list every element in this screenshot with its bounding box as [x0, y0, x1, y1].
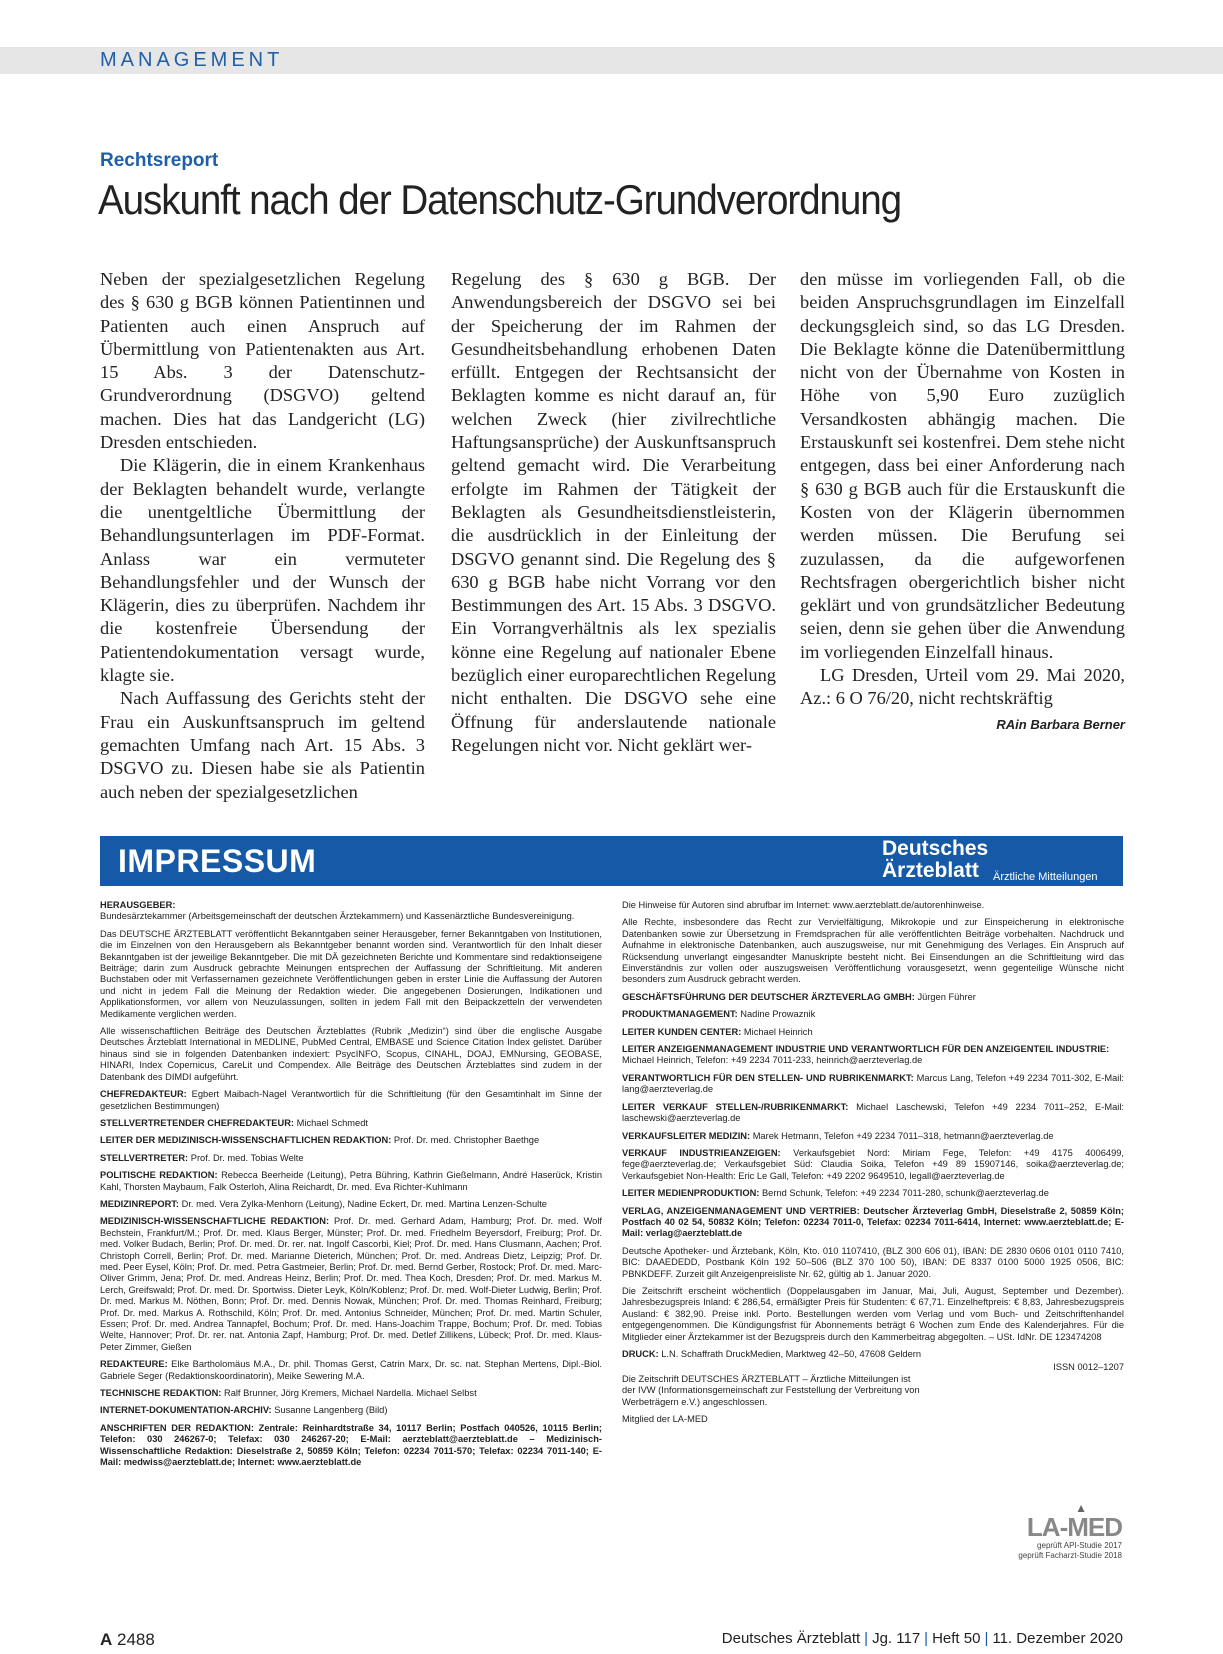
impressum-entry: GESCHÄFTSFÜHRUNG DER DEUTSCHER ÄRZTEVERLAG GMBH: Jürgen Führer [622, 991, 976, 1002]
brand-logo-line1: Deutsches [882, 837, 989, 860]
lamed-line: geprüft Facharzt-Studie 2018 [1018, 1551, 1122, 1560]
impressum-entry: CHEFREDAKTEUR: Egbert Maibach-Nagel Verantwortlich für die Schriftleitung (für den Gesamtinhalt im Sinne der gesetzlichen Bestimmungen) [100, 1089, 602, 1111]
impressum-entry: VERANTWORTLICH FÜR DEN STELLEN- UND RUBRIKENMARKT: Marcus Lang, Telefon +49 2234 7011-302, E-Mail: lang@aerzteverlag.de [622, 1072, 1124, 1095]
impressum-entry: INTERNET-DOKUMENTATION-ARCHIV: Susanne Langenberg (Bild) [100, 1405, 388, 1416]
lamed-member: Mitglied der LA-MED [622, 1414, 708, 1425]
triangle-icon: ▲ [1075, 1501, 1087, 1515]
impressum-entry: POLITISCHE REDAKTION: Rebecca Beerheide (Leitung), Petra Bühring, Kathrin Gießelmann, André Haserück, Kristin Kahl, Thorsten Maybaum, Falk Osterloh, Alina Reichardt, Dr. med. Eva Richter-Kuhlmann [100, 1170, 602, 1192]
impressum-entry: PRODUKTMANAGEMENT: Nadine Prowaznik [622, 1009, 816, 1020]
impressum-entry: Die Zeitschrift erscheint wöchentlich (Doppelausgaben im Januar, Mai, Juli, August, September und Dezember). Jahresbezugspreis Inland: € 286,54, ermäßigter Preis für Studenten: € 67,71. Einzelheftpreis: € 8,83, Jahresbezugspreis Ausland: € 382,90. Preise inkl. Porto. Bestellungen werden vom Verlag und vom Buch- und Zeitschriftenhandel entgegengenommen. Die Kündigungsfrist für Abonnements beträgt 6 Wochen zum Ende des Kalenderjahres. Für die Mitglieder einer Ärztekammer ist der Bezugspreis durch den Kammerbeitrag abgegolten. – USt. IdNr. DE 123474208 [622, 1285, 1124, 1342]
impressum-entry: VERKAUF INDUSTRIEANZEIGEN: Verkaufsgebiet Nord: Miriam Fege, Telefon: +49 4175 4006499, fege@aerzteverlag.de; Verkaufsgebiet Süd: Claudia Soika, Telefon +49 89 15907146, soika@aerzteverlag.de; Verkaufsgebiet Non-Health: Eric Le Gall, Telefon: +49 2202 9649510, legall@aerzteverlag.de [622, 1147, 1124, 1181]
paragraph: Die Klägerin, die in einem Krankenhaus der Beklagten behandelt wurde, verlangte die unentgeltliche Übermittlung der Behandlungsunterlagen im PDF-Format. Anlass war ein vermuteter Behandlungsfehler und der Wunsch der Klägerin, dies zu überprüfen. Nachdem ihr die kostenfreie Übersendung der Patientendokumentation versagt wurde, klagte sie. [100, 455, 425, 686]
impressum-entry: LEITER DER MEDIZINISCH-WISSENSCHAFTLICHEN REDAKTION: Prof. Dr. med. Christopher Baethge [100, 1135, 540, 1146]
paragraph: Regelung des § 630 g BGB. Der Anwendungsbereich der DSGVO sei bei der Speicherung der im Rahmen der Gesundheitsbehandlung erhobenen Daten erfüllt. Entgegen der Rechtsansicht der Beklagten komme es nicht darauf an, für welchen Zweck (hier zivilrechtliche Haftungsansprüche) der Auskunftsanspruch geltend gemacht wird. Die Verarbeitung erfolgte im Rahmen der Tätigkeit der Beklagten als Gesundheitsdienstleisterin, die ausdrücklich in der Einleitung der DSGVO genannt sind. Die Regelung des § 630 g BGB habe nicht Vorrang vor den Bestimmungen des Art. 15 Abs. 3 DSGVO. Ein Vorrangverhältnis als lex spezialis könne eine Regelung auf nationaler Ebene bezüglich einer europarechtlichen Regelung nicht enthalten. Die DSGVO sehe eine Öffnung für anderslautende nationale Regelungen nicht vor. Nicht geklärt wer- [451, 269, 776, 755]
paragraph: Nach Auffassung des Gerichts steht der Frau ein Auskunftsanspruch im geltend gemachten Umfang nach Art. 15 Abs. 3 DSGVO zu. Diesen habe sie als Patientin auch neben der spezialgesetzlichen [100, 688, 425, 802]
issn: ISSN 0012–1207 [1053, 1362, 1124, 1373]
impressum-entry: Alle Rechte, insbesondere das Recht zur Vervielfältigung, Mikrokopie und zur Einspeicherung in elektronische Datenbanken sowie zur Übersetzung in Fremdsprachen für alle veröffentlichten Beiträge vorbehalten. Nachdruck und Aufnahme in elektronische Datenbanken, auch auszugsweise, nur mit Genehmigung des Verlages. Ein Anspruch auf Rücksendung unverlangt eingesandter Manuskripte besteht nicht. Bei Einsendungen an die Schriftleitung wird das Einverständnis zur vollen oder auszugsweisen Veröffentlichung vorausgesetzt, wenn gegenteilige Wünsche nicht besonders zum Ausdruck gebracht werden. [622, 917, 1124, 985]
page-number: A 2488 [100, 1630, 155, 1649]
impressum-title: IMPRESSUM [118, 843, 317, 879]
ivw-notice: Die Zeitschrift DEUTSCHES ÄRZTEBLATT – Ärztliche Mitteilungen ist der IVW (Informationsgemeinschaft zur Feststellung der Verbreitung von Werbeträgern e.V.) angeschlossen. [622, 1373, 920, 1407]
lamed-line: geprüft API-Studie 2017 [1037, 1541, 1122, 1550]
impressum-entry: MEDIZINISCH-WISSENSCHAFTLICHE REDAKTION: Prof. Dr. med. Gerhard Adam, Hamburg; Prof. Dr. med. Wolf Bechstein, Frankfurt/M.; Prof. Dr. med. Klaus Berger, Münster; Prof. Dr. med. Friedhelm Beyersdorf, Freiburg; Prof. Dr. med. Volker Budach, Berlin; Prof. Dr. med. Dr. rer. nat. Ingolf Cascorbi, Kiel; Prof. Dr. med. Hans Clusmann, Aachen; Prof. Christoph Correll, Berlin; Prof. Dr. med. Marianne Dieterich, München; Prof. Dr. med. Andreas Dietz, Leipzig; Prof. Dr. med. Peer Eysel, Köln; Prof. Dr. med. Petra Gastmeier, Berlin; Prof. Dr. med. Bernd Gerber, Rostock; Prof. Dr. med. Marc-Oliver Grimm, Jena; Prof. Dr. med. Andreas Heinz, Berlin; Prof. Dr. med. Thea Koch, Dresden; Prof. Dr. med. Markus M. Lerch, Greifswald; Prof. Dr. med. Dr. Sportwiss. Dieter Leyk, Köln/Koblenz; Prof. Dr. med. Wolf-Dieter Ludwig, Berlin; Prof. Dr. med. Markus M. Nöthen, Bonn; Prof. Dr. med. Dennis Nowak, München; Prof. Dr. med. Thomas Reinhard, Freiburg; Prof. Dr. med. Markus A. Rothschild, Köln; Prof. Dr. med. Antonius Schneider, München; Prof. Dr. med. Martin Schuler, Essen; Prof. Dr. med. Andrea Tannapfel, Bochum; Prof. Dr. med. Hans-Joachim Trappe, Bochum; Prof. Dr. med. Tobias Welte, Hannover; Prof. Dr. rer. nat. Antonia Zapf, Hamburg; Prof. Dr. med. Detlef Zillikens, Lübeck; Prof. Dr. med. Klaus-Peter Zimmer, Gießen [100, 1216, 602, 1352]
impressum-entry: Das DEUTSCHE ÄRZTEBLATT veröffentlicht Bekanntgaben seiner Herausgeber, ferner Bekanntgaben von Institutionen, die im Einzelnen von den Herausgebern als Bekanntgeber benannt worden sind. Verantwortlich für den Inhalt dieser Bekanntgaben ist der jeweilige Bekanntgeber. Die mit DÄ gezeichneten Berichte und Kommentare sind redaktionseigene Beiträge; darin zum Ausdruck gebrachte Meinungen entsprechen der Auffassung der Schriftleitung. Mit anderen Buchstaben oder mit Verfassernamen gezeichnete Veröffentlichungen geben in erster Linie die Auffassung der Autoren und nicht in jedem Fall die Meinung der Redaktion wieder. Die angegebenen Dosierungen, Indikationen und Applikationsformen, vor allem von Neuzulassungen, sollten in jedem Fall mit den Beipackzetteln der verwendeten Medikamente verglichen werden. [100, 928, 602, 1019]
impressum-entry: ANSCHRIFTEN DER REDAKTION: Zentrale: Reinhardtstraße 34, 10117 Berlin; Postfach 040526, 10115 Berlin; Telefon: 030 246267-0; Telefax: 030 246267-20; E-Mail: aerzteblatt@aerzteblatt.de – Medizinisch-Wissenschaftliche Redaktion: Dieselstraße 2, 50859 Köln; Telefon: 02234 7011-570; Telefax: 02234 7011-140; E-Mail: medwiss@aerzteblatt.de; Internet: www.aerzteblatt.de [100, 1422, 602, 1468]
impressum-entry: LEITER VERKAUF STELLEN-/RUBRIKENMARKT: Michael Laschewski, Telefon +49 2234 7011–252, E-Mail: laschewski@aerzteverlag.de [622, 1101, 1124, 1124]
impressum-right-column [622, 900, 1124, 1431]
article-column-2 [451, 268, 776, 757]
brand-logo-line2: Ärzteblatt [882, 859, 979, 882]
impressum-entry: VERLAG, ANZEIGENMANAGEMENT UND VERTRIEB: Deutscher Ärzteverlag GmbH, Dieselstraße 2, 50859 Köln; Postfach 40 02 54, 50832 Köln; Telefon: 02234 7011-0, Telefax: 02234 7011-6414, Internet: www.aerzteblatt.de; E-Mail: verlag@aerzteblatt.de [622, 1205, 1124, 1239]
impressum-entry: REDAKTEURE: Elke Bartholomäus M.A., Dr. phil. Thomas Gerst, Catrin Marx, Dr. sc. nat. Stephan Mertens, Dipl.-Biol. Gabriele Seger (Redaktionskoordinatorin), Meike Sewering M.A. [100, 1359, 602, 1381]
journal-name: Deutsches Ärzteblatt [721, 1630, 861, 1647]
section-label: MANAGEMENT [100, 49, 284, 71]
issue: Heft 50 [932, 1630, 981, 1647]
article-column-1 [100, 268, 425, 804]
article-column-3 [800, 268, 1125, 736]
impressum-entry: Deutsche Apotheker- und Ärztebank, Köln, Kto. 010 1107410, (BLZ 300 606 01), IBAN: DE 2830 0606 0101 0110 7410, BIC: DAAEDEDD, Postbank Köln 192 50–506 (BLZ 370 100 50), IBAN: DE 8337 0100 5000 1925 0506, BIC: PBNKDEFF. Zurzeit gilt Anzeigenpreisliste Nr. 62, gültig ab 1. Januar 2020. [622, 1245, 1124, 1279]
brand-logo-subtitle: Ärztliche Mitteilungen [993, 871, 1098, 883]
impressum-entry: STELLVERTRETENDER CHEFREDAKTEUR: Michael Schmedt [100, 1117, 368, 1128]
lamed-logo: LA-MED [1026, 1512, 1122, 1542]
impressum-entry: LEITER KUNDEN CENTER: Michael Heinrich [622, 1026, 813, 1037]
impressum-entry: Alle wissenschaftlichen Beiträge des Deutschen Ärzteblattes (Rubrik „Medizin“) sind über die englische Ausgabe Deutsches Ärzteblatt International in MEDLINE, PubMed Central, EMBASE und Science Citation Index gelistet. Darüber hinaus sind sie in folgenden Datenbanken indexiert: PsycINFO, Scopus, CINAHL, DOAJ, EMNursing, GEOBASE, HINARI, Index Copernicus, CareLit und Compendex. Alle Beiträge des Deutschen Ärzteblattes sind zudem in der Datenbank des DIMDI aufgeführt. [100, 1026, 602, 1082]
impressum-entry: STELLVERTRETER: Prof. Dr. med. Tobias Welte [100, 1152, 304, 1163]
paragraph: Neben der spezialgesetzlichen Regelung des § 630 g BGB können Patientinnen und Patienten auch einen Anspruch auf Übermittlung von Patientenakten aus Art. 15 Abs. 3 der Datenschutz-Grundverordnung (DSGVO) geltend machen. Dies hat das Landgericht (LG) Dresden entschieden. [100, 269, 425, 453]
impressum-entry: HERAUSGEBER: Bundesärztekammer (Arbeitsgemeinschaft der deutschen Ärztekammern) und Kassenärztliche Bundesvereinigung. [100, 900, 575, 922]
court-citation: LG Dresden, Urteil vom 29. Mai 2020, Az.: 6 O 76/20, nicht rechtskräftig [800, 665, 1125, 709]
separator: | [984, 1630, 989, 1647]
issue-date: 11. Dezember 2020 [992, 1630, 1123, 1647]
footer-info [722, 1630, 1123, 1647]
lamed-badge [1004, 1503, 1122, 1561]
article-kicker: Rechtsreport [100, 150, 219, 171]
volume: Jg. 117 [872, 1630, 921, 1647]
impressum-left-column [100, 900, 602, 1474]
article-author: RAin Barbara Berner [996, 716, 1125, 732]
impressum-entry: MEDIZINREPORT: Dr. med. Vera Zylka-Menhorn (Leitung), Nadine Eckert, Dr. med. Martina Lenzen-Schulte [100, 1198, 547, 1209]
impressum-entry: Die Hinweise für Autoren sind abrufbar im Internet: www.aerzteblatt.de/autorenhinweise. [622, 900, 985, 910]
paragraph: den müsse im vorliegenden Fall, ob die beiden Anspruchsgrundlagen im Einzelfall deckungsgleich sind, so das LG Dresden. Die Beklagte könne die Datenübermittlung nicht von der Übernahme von Kosten in Höhe von 5,90 Euro zuzüglich Versandkosten abhängig machen. Die Erstauskunft sei kostenfrei. Dem stehe nicht entgegen, dass bei einer Anforderung nach § 630 g BGB auch für die Erstauskunft die Kosten von der Klägerin übernommen werden müssen. Die Berufung sei zuzulassen, da die aufgeworfenen Rechtsfragen obergerichtlich bisher nicht geklärt und von grundsätzlicher Bedeutung seien, denn sie gehen über die Anwendung im vorliegenden Einzelfall hinaus. [800, 269, 1125, 662]
impressum-entry: VERKAUFSLEITER MEDIZIN: Marek Hetmann, Telefon +49 2234 7011–318, hetmann@aerzteverlag.de [622, 1130, 1054, 1141]
impressum-entry: TECHNISCHE REDAKTION: Ralf Brunner, Jörg Kremers, Michael Nardella. Michael Selbst [100, 1388, 477, 1399]
article-title: Auskunft nach der Datenschutz-Grundverordnung [98, 176, 902, 223]
separator: | [864, 1630, 869, 1647]
impressum-entry: LEITER ANZEIGENMANAGEMENT INDUSTRIE UND VERANTWORTLICH FÜR DEN ANZEIGENTEIL INDUSTRIE: Michael Heinrich, Telefon: +49 2234 7011-233, heinrich@aerzteverlag.de [622, 1044, 1110, 1066]
impressum-entry: LEITER MEDIENPRODUKTION: Bernd Schunk, Telefon: +49 2234 7011-280, schunk@aerzteverlag.de [622, 1188, 1049, 1199]
impressum-entry: DRUCK: L.N. Schaffrath DruckMedien, Marktweg 42–50, 47608 Geldern [622, 1349, 922, 1359]
separator: | [924, 1630, 929, 1647]
